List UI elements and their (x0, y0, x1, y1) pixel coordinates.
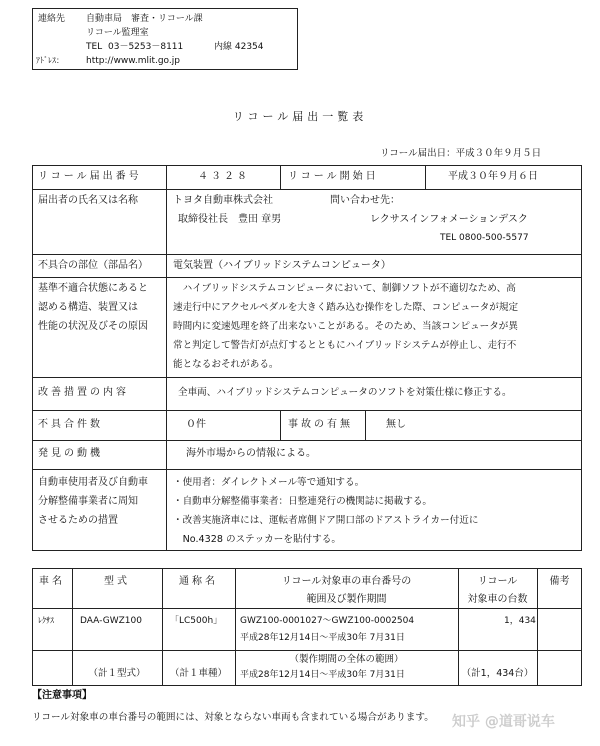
total-model: （計１型式） (88, 668, 146, 679)
row-common-name: 「LC500h」 (170, 616, 223, 626)
contact-tel-label: TEL (86, 42, 103, 52)
total-common: （計１車種） (169, 668, 227, 679)
recall-no: ４３２８ (198, 171, 250, 182)
row-range-2: 平成28年12月14日～平成30年 7月31日 (240, 633, 405, 643)
measure-label: 改善措置の内容 (38, 387, 129, 398)
notify-line-2: ・自動車分解整備事業者：日整連発行の機関誌に掲載する。 (173, 496, 433, 507)
inquiry-name: レクサスインフォメーションデスク (370, 214, 528, 225)
contact-url-label: ｱﾄﾞﾚｽ： (36, 56, 64, 65)
cause-line-3: 時間内に変速処理を終了出来ないことがある。そのため、当該コンピュータが異 (173, 321, 518, 332)
filing-date: リコール届出日：平成３０年９月５日 (380, 148, 542, 159)
representative: 取締役社長 豊田 章男 (178, 214, 282, 225)
cause-label-2: 認める構造、装置又は (38, 302, 138, 313)
inquiry-tel: TEL 0800-500-5577 (440, 233, 529, 243)
page-title: リコール届出一覧表 (232, 110, 368, 123)
row-make: ﾚｸｻｽ (38, 616, 54, 625)
notify-label-2: 分解整備事業者に周知 (38, 496, 138, 507)
company-name: トヨタ自動車株式会社 (173, 195, 273, 206)
notify-label-1: 自動車使用者及び自動車 (38, 477, 148, 488)
col-make: 車名 (39, 576, 65, 587)
row-range-1: GWZ100-0001027～GWZ100-0002504 (240, 616, 415, 626)
total-count: （計1，434台） (461, 668, 534, 679)
defect-count-label: 不具合件数 (38, 419, 103, 430)
measure-text: 全車両、ハイブリッドシステムコンピュータのソフトを対策仕様に修正する。 (178, 387, 512, 398)
contact-office: リコール監理室 (86, 28, 149, 38)
cause-line-5: 能となるおそれがある。 (173, 359, 279, 370)
notify-line-3: ・改善実施済車には、運転者席側ドア開口部のドアストライカー付近に (173, 515, 479, 526)
defect-count: ０件 (186, 419, 206, 430)
recall-no-label: リコール届出番号 (38, 171, 142, 182)
motive-text: 海外市場からの情報による。 (186, 448, 316, 459)
cause-line-4: 常と判定して警告灯が点灯するとともにハイブリッドシステムが停止し、走行不 (173, 340, 517, 351)
col-count-2: 対象車の台数 (467, 594, 528, 605)
cause-line-2: 速走行中にアクセルペダルを大きく踏み込む操作をした際、コンピュータが規定 (173, 302, 519, 313)
contact-tel: 03－5253－8111 (108, 42, 184, 52)
row-count: 1，434 (504, 616, 536, 626)
contact-dept: 自動車局 審査・リコール課 (86, 14, 203, 24)
col-range-2: 範囲及び製作期間 (306, 594, 387, 605)
row-model: DAA-GWZ100 (80, 616, 142, 626)
part-name: 電気装置（ハイブリッドシステムコンピュータ） (173, 260, 391, 271)
part-label: 不具合の部位（部品名） (38, 260, 148, 271)
col-common-name: 通称名 (179, 576, 218, 587)
notify-label-3: させるための措置 (38, 515, 118, 526)
col-count-1: リコール (477, 576, 518, 587)
contact-url[interactable]: http://www.mlit.go.jp (86, 56, 180, 66)
cause-label-1: 基準不適合状態にあると (38, 283, 148, 294)
label-column-divider (166, 165, 167, 551)
notes-heading: 【注意事項】 (32, 690, 92, 701)
accident-label: 事故の有無 (288, 419, 353, 430)
col-remarks: 備考 (549, 576, 570, 587)
col-model: 型式 (104, 576, 130, 587)
notifier-label: 届出者の氏名又は名称 (38, 195, 138, 206)
notes-text: リコール対象車の車台番号の範囲には、対象とならない車両も含まれている場合があります。 (32, 712, 434, 723)
start-date: 平成３０年９月６日 (448, 171, 538, 182)
watermark: 知乎 @道哥说车 (452, 714, 555, 730)
accident-value: 無し (386, 419, 406, 430)
total-range-2: 平成28年12月14日～平成30年 7月31日 (240, 670, 405, 680)
notify-line-1: ・使用者：ダイレクトメール等で通知する。 (173, 477, 365, 488)
start-label: リコール開始日 (288, 171, 379, 182)
cause-label-3: 性能の状況及びその原因 (38, 321, 148, 332)
contact-ext: 内線 42354 (214, 42, 264, 52)
contact-label: 連絡先 (38, 14, 66, 24)
cause-line-1: ハイブリッドシステムコンピュータにおいて、制御ソフトが不適切なため、高 (173, 283, 516, 294)
col-range-1: リコール対象車の車台番号の (281, 576, 412, 587)
total-range-1: （製作期間の全体の範囲） (289, 654, 404, 665)
inquiry-label: 問い合わせ先： (330, 195, 400, 206)
notify-line-4: No.4328 のステッカーを貼付する。 (173, 534, 341, 545)
motive-label: 発見の動機 (38, 448, 103, 459)
